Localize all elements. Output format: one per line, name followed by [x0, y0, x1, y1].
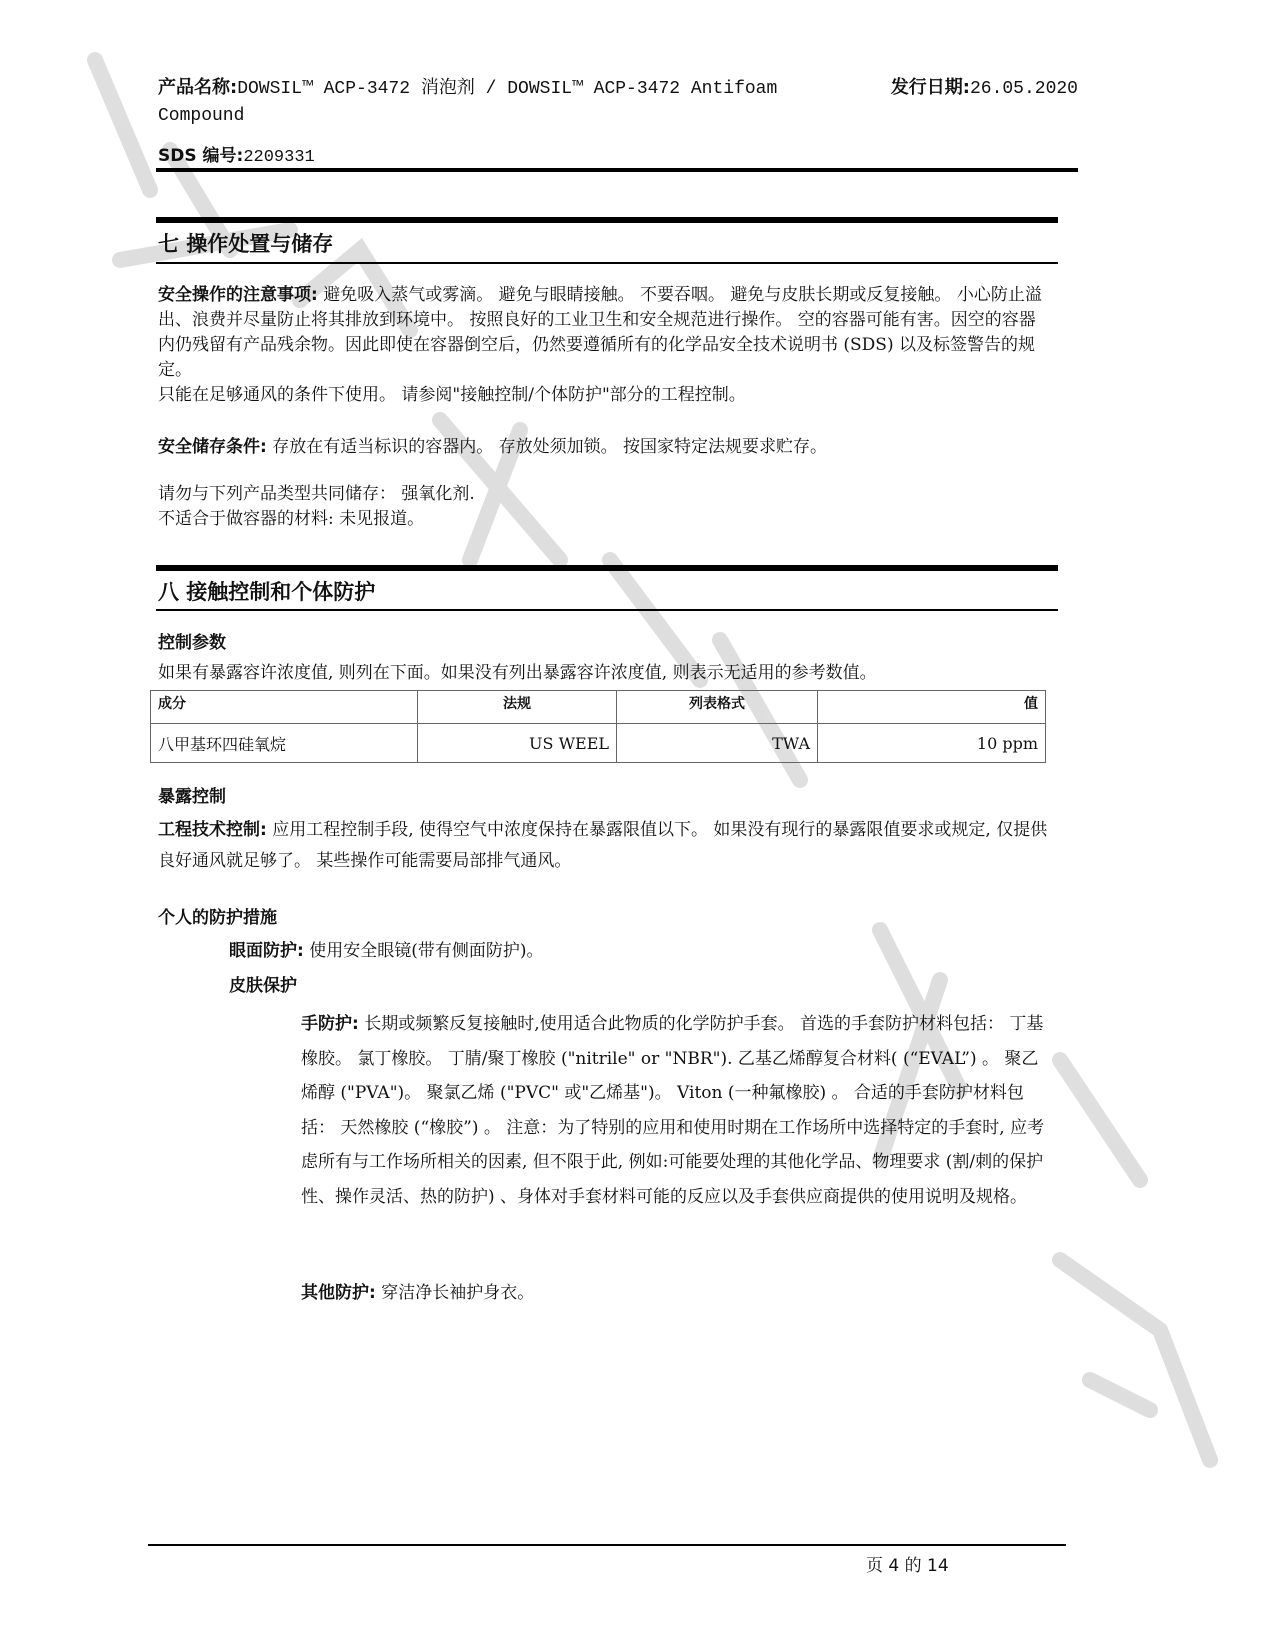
sds-number-value: 2209331 [243, 148, 315, 167]
footer-rule [148, 1544, 1066, 1546]
header-rule [156, 168, 1078, 172]
other-protection-label: 其他防护: [301, 1283, 376, 1303]
section8-title: 八 接触控制和个体防护 [158, 580, 376, 604]
page-number: 页 4 的 14 [866, 1556, 949, 1576]
table-cell-component: 八甲基环四硅氧烷 [151, 724, 418, 763]
table-row [151, 724, 1046, 763]
section8-bottom-rule [156, 609, 1058, 611]
safe-handling-text: 避免吸入蒸气或雾滴。 避免与眼睛接触。 不要吞咽。 避免与皮肤长期或反复接触。 小心防止溢出、浪费并尽量防止将其排放到环境中。 按照良好的工业卫生和安全规范进行操作。 空的容器可能有害。因空的容器内仍残留有产品残余物。因此即使在容器倒空后，仍然要遵循所有的化学品安全技术说明书 (SDS) 以及标签警告的规定。 [158, 285, 1042, 380]
issue-date-label: 发行日期: [890, 77, 970, 98]
section7-title: 七 操作处置与储存 [158, 232, 334, 256]
storage-label: 安全储存条件: [158, 437, 267, 457]
table-header-row [151, 691, 1046, 724]
table-header-regulation: 法规 [418, 691, 617, 724]
product-name-value: DOWSIL™ ACP-3472 消泡剂 / DOWSIL™ ACP-3472 Antifoam Compound [158, 79, 778, 126]
issue-date-line [891, 74, 1078, 103]
engineering-paragraph [158, 815, 1058, 877]
table-header-value: 值 [818, 691, 1046, 724]
engineering-label: 工程技术控制: [158, 820, 267, 840]
sds-number-line [158, 145, 315, 169]
safe-handling-paragraph [158, 283, 1048, 408]
section7-top-rule [156, 217, 1058, 223]
sds-number-label: SDS 编号: [158, 146, 244, 166]
table-cell-regulation: US WEEL [418, 724, 617, 763]
engineering-text: 应用工程控制手段, 使得空气中浓度保持在暴露限值以下。 如果没有现行的暴露限值要求或规定, 仅提供良好通风就足够了。 某些操作可能需要局部排气通风。 [158, 820, 1048, 871]
safe-handling-label: 安全操作的注意事项: [158, 285, 318, 305]
section8-top-rule [156, 565, 1058, 571]
storage-text: 存放在有适当标识的容器内。 存放处须加锁。 按国家特定法规要求贮存。 [266, 437, 828, 457]
section7-bottom-rule [156, 262, 1058, 264]
eye-protection-text: 使用安全眼镜(带有侧面防护)。 [303, 941, 544, 961]
hand-protection-text: 长期或频繁反复接触时,使用适合此物质的化学防护手套。 首选的手套防护材料包括： 丁基橡胶。 氯丁橡胶。 丁腈/聚丁橡胶 ("nitrile" or "NBR"). 乙基乙烯醇复合材料( (“EVAL”) 。 聚乙烯醇 ("PVA")。 聚氯乙烯 ("PVC" 或"乙烯基")。 Viton (一种氟橡胶) 。 合适的手套防护材料包括： 天然橡胶 (“橡胶”) 。 注意：为了特别的应用和使用时期在工作场所中选择特定的手套时, 应考虑所有与工作场所相关的因素, 但不限于此, 例如:可能要处理的其他化学品、物理要求 (割/刺的保护性、操作灵活、热的防护) 、身体对手套材料可能的反应以及手套供应商提供的使用说明及规格。 [301, 1014, 1045, 1207]
other-protection-text: 穿洁净长袖护身衣。 [375, 1283, 535, 1303]
incompatible-text: 请勿与下列产品类型共同储存： 强氧化剂. [158, 484, 475, 504]
table-header-list-format: 列表格式 [617, 691, 818, 724]
product-name-label: 产品名称: [158, 77, 238, 98]
unsuitable-text: 不适合于做容器的材料: 未见报道。 [158, 509, 425, 529]
incompatible-paragraph [158, 482, 1048, 532]
exposure-control-heading: 暴露控制 [158, 787, 226, 807]
product-name-line [158, 74, 838, 130]
hand-protection-label: 手防护: [301, 1014, 359, 1034]
control-params-text: 如果有暴露容许浓度值, 则列在下面。如果没有列出暴露容许浓度值, 则表示无适用的参考数值。 [158, 663, 877, 683]
eye-protection-paragraph [229, 939, 1049, 964]
eye-protection-label: 眼面防护: [229, 941, 304, 961]
ventilation-text: 只能在足够通风的条件下使用。 请参阅"接触控制/个体防护"部分的工程控制。 [158, 385, 746, 405]
table-header-component: 成分 [151, 691, 418, 724]
control-params-heading: 控制参数 [158, 633, 226, 653]
other-protection-paragraph [301, 1281, 1055, 1306]
table-cell-list-format: TWA [617, 724, 818, 763]
table-cell-value: 10 ppm [818, 724, 1046, 763]
ppe-heading: 个人的防护措施 [158, 908, 277, 928]
skin-protection-heading: 皮肤保护 [229, 976, 297, 996]
storage-paragraph [158, 435, 1048, 460]
exposure-limits-table [150, 690, 1046, 763]
issue-date-value: 26.05.2020 [969, 79, 1078, 99]
hand-protection-paragraph [301, 1007, 1055, 1214]
